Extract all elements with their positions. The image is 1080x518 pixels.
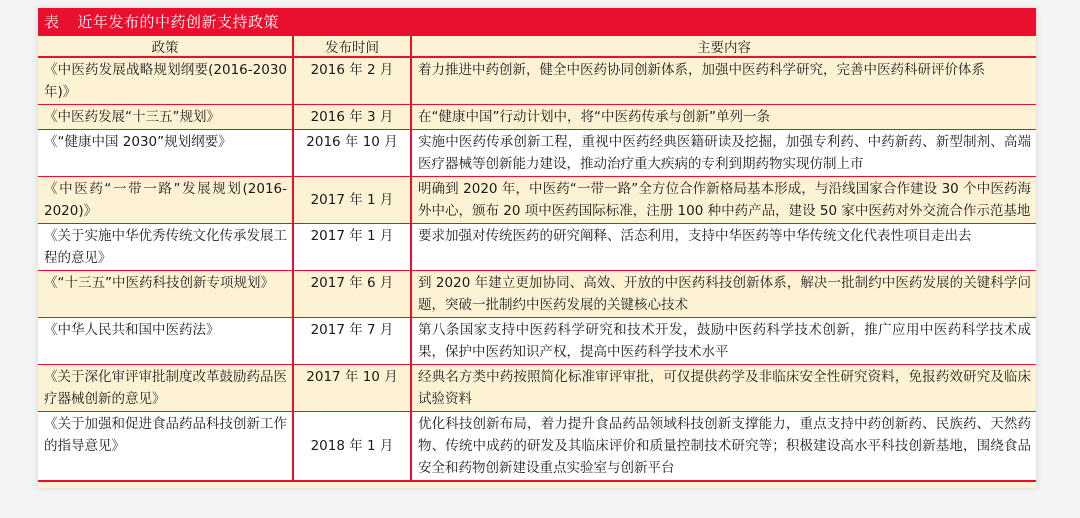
date-cell: 2017 年 1 月 (293, 224, 411, 271)
date-cell: 2017 年 1 月 (293, 177, 411, 224)
policy-cell: 《关于加强和促进食品药品科技创新工作的指导意见》 (38, 412, 293, 482)
content-cell: 优化科技创新布局，着力提升食品药品领域科技创新支撑能力，重点支持中药创新药、民族药、天然药物、传统中成药的研发及其临床评价和质量控制技术研究等；积极建设高水平科技创新基地，围绕食品安全和药物创新建设重点实验室与创新平台 (411, 412, 1036, 482)
table-title-prefix: 表 (44, 13, 60, 31)
table-row (38, 271, 1036, 318)
date-cell: 2016 年 3 月 (293, 105, 411, 130)
content-cell: 到 2020 年建立更加协同、高效、开放的中医药科技创新体系，解决一批制约中医药发展的关键科学问题，突破一批制约中医药发展的关键核心技术 (411, 271, 1036, 318)
policy-table (38, 36, 1036, 482)
policy-cell: 《关于实施中华优秀传统文化传承发展工程的意见》 (38, 224, 293, 271)
table-row (38, 57, 1036, 105)
table-header-row (38, 36, 1036, 57)
date-cell: 2017 年 6 月 (293, 271, 411, 318)
date-cell: 2016 年 10 月 (293, 130, 411, 177)
header-policy: 政策 (38, 36, 293, 57)
policy-cell: 《关于深化审评审批制度改革鼓励药品医疗器械创新的意见》 (38, 365, 293, 412)
table-row (38, 105, 1036, 130)
content-cell: 实施中医药传承创新工程，重视中医药经典医籍研读及挖掘，加强专利药、中药新药、新型制剂、高端医疗器械等创新能力建设，推动治疗重大疾病的专利到期药物实现仿制上市 (411, 130, 1036, 177)
table-row (38, 365, 1036, 412)
content-cell: 着力推进中药创新，健全中医药协同创新体系，加强中医药科学研究，完善中医药科研评价体系 (411, 57, 1036, 105)
header-content: 主要内容 (411, 36, 1036, 57)
content-cell: 要求加强对传统医药的研究阐释、活态利用，支持中华医药等中华传统文化代表性项目走出去 (411, 224, 1036, 271)
content-cell: 在“健康中国”行动计划中，将“中医药传承与创新”单列一条 (411, 105, 1036, 130)
date-cell: 2016 年 2 月 (293, 57, 411, 105)
date-cell: 2018 年 1 月 (293, 412, 411, 482)
content-cell: 第八条国家支持中医药科学研究和技术开发，鼓励中医药科学技术创新，推广应用中医药科学技术成果，保护中医药知识产权，提高中医药科学技术水平 (411, 318, 1036, 365)
policy-cell: 《“健康中国 2030”规划纲要》 (38, 130, 293, 177)
table-row (38, 177, 1036, 224)
table-row (38, 412, 1036, 482)
policy-table-card (38, 8, 1036, 488)
policy-cell: 《中医药“一带一路”发展规划(2016-2020)》 (38, 177, 293, 224)
table-row (38, 130, 1036, 177)
policy-cell: 《中医药发展“十三五”规划》 (38, 105, 293, 130)
table-row (38, 224, 1036, 271)
policy-cell: 《“十三五”中医药科技创新专项规划》 (38, 271, 293, 318)
table-title-bar (38, 8, 1036, 36)
date-cell: 2017 年 7 月 (293, 318, 411, 365)
header-date: 发布时间 (293, 36, 411, 57)
policy-cell: 《中医药发展战略规划纲要(2016-2030年)》 (38, 57, 293, 105)
table-row (38, 318, 1036, 365)
date-cell: 2017 年 10 月 (293, 365, 411, 412)
policy-cell: 《中华人民共和国中医药法》 (38, 318, 293, 365)
table-title: 近年发布的中药创新支持政策 (77, 13, 280, 31)
content-cell: 明确到 2020 年，中医药“一带一路”全方位合作新格局基本形成，与沿线国家合作建设 30 个中医药海外中心，颁布 20 项中医药国际标准，注册 100 种中药产品，建设 50 家中医药对外交流合作示范基地 (411, 177, 1036, 224)
content-cell: 经典名方类中药按照简化标准审评审批，可仅提供药学及非临床安全性研究资料，免报药效研究及临床试验资料 (411, 365, 1036, 412)
